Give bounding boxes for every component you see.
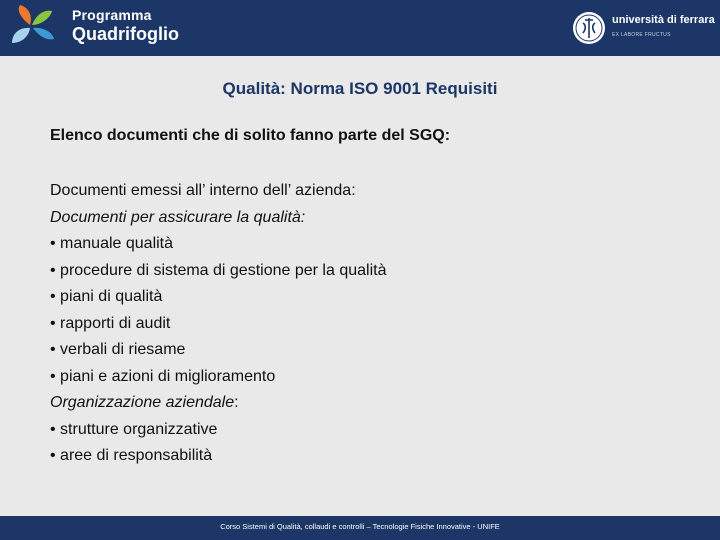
slide-title: Qualità: Norma ISO 9001 Requisiti xyxy=(222,79,498,98)
list-item: • manuale qualità xyxy=(50,235,174,252)
intro-heading: Elenco documenti che di solito fanno parte del SGQ: xyxy=(50,127,451,144)
quadrifoglio-logo-icon xyxy=(6,3,62,53)
list-item: • piani di qualità xyxy=(50,288,163,305)
list-item: • rapporti di audit xyxy=(50,314,171,332)
university-name: università di ferrara xyxy=(612,14,715,26)
list-item: • verbali di riesame xyxy=(50,341,186,358)
brand-line1: Programma xyxy=(72,7,152,23)
list-item: • strutture organizzative xyxy=(50,420,218,438)
header-bar xyxy=(0,0,720,56)
university-motto: EX LABORE FRUCTUS xyxy=(612,32,671,38)
list-item: • piani e azioni di miglioramento xyxy=(50,367,276,385)
list-item: • aree di responsabilità xyxy=(50,447,213,464)
list-item: • procedure di sistema di gestione per la qualità xyxy=(50,261,387,279)
list-item: Documenti emessi all’ interno dell’ azienda: xyxy=(50,182,356,199)
section-label: Organizzazione aziendale xyxy=(50,394,235,411)
list-item xyxy=(50,390,386,417)
brand-name xyxy=(72,8,179,43)
document-list xyxy=(50,178,386,470)
footer-text: Corso Sistemi di Qualità, collaudi e controlli – Tecnologie Fisiche Innovative - UNIFE xyxy=(220,522,500,531)
section-colon: : xyxy=(234,394,239,411)
list-item: Documenti per assicurare la qualità: xyxy=(50,208,306,226)
university-seal-icon xyxy=(572,11,606,45)
footer-bar xyxy=(0,516,720,540)
brand-line2: Quadrifoglio xyxy=(72,24,179,44)
